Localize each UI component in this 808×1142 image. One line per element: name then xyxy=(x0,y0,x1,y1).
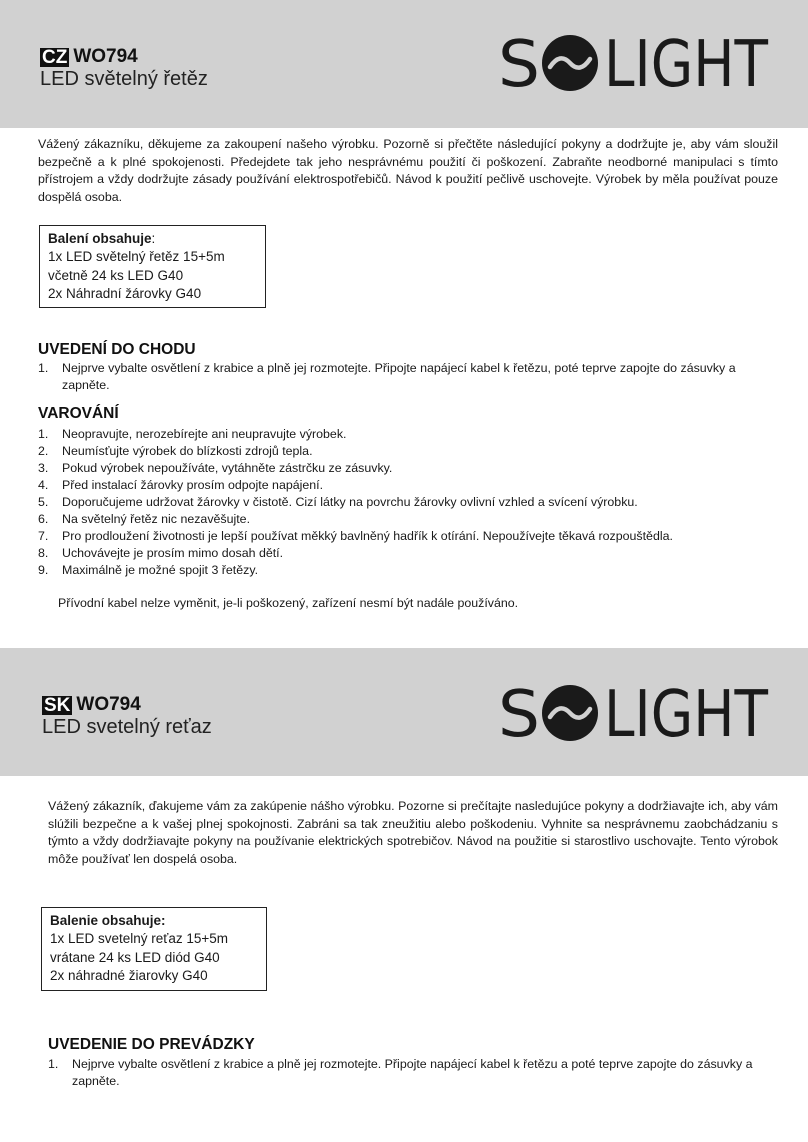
list-item: 9. Maximálně je možné spojit 3 řetězy. xyxy=(38,563,259,577)
list-item: 8. Uchovávejte je prosím mimo dosah dětí. xyxy=(38,546,284,560)
svg-text:LIGHT: LIGHT xyxy=(604,28,769,102)
setup-list-cz xyxy=(38,360,758,394)
svg-text:LIGHT: LIGHT xyxy=(604,678,769,752)
model-number-cz: WO794 xyxy=(73,46,138,67)
brand-logo-sk xyxy=(498,678,770,752)
intro-paragraph-cz: Vážený zákazníku, děkujeme za zakoupení našeho výrobku. Pozorně si přečtěte následující pokyny a dodržujte je, aby vám sloužil bezpečně a k plné spokojenosti. Předejdete tak jeho nesprávnému použití či poškození. Zabraňte neodborné manipulaci s tímto přístrojem a vždy dodržujte zásady používání elektrospotřebičů. Návod k použití pečlivě uschovejte. Výrobek by měla používat pouze dospělá osoba. xyxy=(38,137,778,204)
language-badge-sk: SK xyxy=(44,694,71,716)
warning-heading-cz: VAROVÁNÍ xyxy=(38,405,119,422)
package-contents-box-cz xyxy=(39,225,266,308)
product-title-sk: LED svetelný reťaz xyxy=(42,716,212,738)
intro-paragraph-sk: Vážený zákazník, ďakujeme vám za zakúpenie nášho výrobku. Pozorne si prečítajte nasledujúce pokyny a dodržiavajte ich, aby vám slúžili bezpečne a k vašej plnej spokojnosti. Zabráni sa tak zneužitiu alebo poškodeniu. Vyhnite sa nesprávnemu zaobchádzaniu s týmto a vždy dodržiavajte pokyny na používanie elektrických spotrebičov. Návod na použitie si starostlivo uschovajte. Tento výrobok môže používať len dospelá osoba. xyxy=(48,799,778,866)
brand-logo-cz xyxy=(498,28,770,102)
list-item: 4. Před instalací žárovky prosím odpojte napájení. xyxy=(38,478,324,492)
package-item-cz: včetně 24 ks LED G40 xyxy=(48,267,184,283)
language-badge-cz: CZ xyxy=(42,46,68,68)
setup-list-sk xyxy=(48,1056,768,1090)
list-item: 7. Pro prodloužení životnosti je lepší používat měkký bavlněný hadřík k otírání. Nepoužívejte těkavá rozpouštědla. xyxy=(38,529,673,543)
svg-text:S: S xyxy=(498,28,540,102)
package-item-sk: 2x náhradné žiarovky G40 xyxy=(50,968,208,983)
product-title-cz: LED světelný řetěz xyxy=(40,68,208,90)
package-item-sk: 1x LED svetelný reťaz 15+5m xyxy=(50,931,229,946)
package-item-sk: vrátane 24 ks LED diód G40 xyxy=(50,949,220,965)
list-item: 1. Nejprve vybalte osvětlení z krabice a plně jej rozmotejte. Připojte napájecí kabel k řetězu a poté teprve zapojte do zásuvky a zapněte. xyxy=(48,1057,753,1088)
package-contents-box-sk xyxy=(41,907,267,991)
model-number-sk: WO794 xyxy=(76,694,141,715)
list-item: 6. Na světelný řetěz nic nezavěšujte. xyxy=(38,512,251,526)
package-title-cz: Balení obsahuje: xyxy=(48,231,156,246)
setup-heading-cz: UVEDENÍ DO CHODU xyxy=(38,341,196,358)
package-title-sk: Balenie obsahuje: xyxy=(50,913,166,928)
setup-heading-sk: UVEDENIE DO PREVÁDZKY xyxy=(48,1036,255,1053)
svg-text:S: S xyxy=(498,678,540,752)
list-item: 3. Pokud výrobek nepoužíváte, vytáhněte zástrčku ze zásuvky. xyxy=(38,461,393,475)
package-item-cz: 1x LED světelný řetěz 15+5m xyxy=(48,249,225,264)
package-item-cz: 2x Náhradní žárovky G40 xyxy=(48,286,202,301)
list-item: 2. Neumísťujte výrobek do blízkosti zdrojů tepla. xyxy=(38,444,313,458)
list-item: 1. Neopravujte, nerozebírejte ani neupravujte výrobek. xyxy=(38,427,347,441)
warning-list-cz xyxy=(38,426,778,579)
list-item: 5. Doporučujeme udržovat žárovky v čistotě. Cizí látky na povrchu žárovky ovlivní vzhled a svícení výrobku. xyxy=(38,495,638,509)
list-item: 1. Nejprve vybalte osvětlení z krabice a plně jej rozmotejte. Připojte napájecí kabel k řetězu, poté teprve zapojte do zásuvky a zapněte. xyxy=(38,361,736,392)
product-code-cz xyxy=(40,46,138,68)
product-code-sk xyxy=(42,694,141,716)
cable-note-cz: Přívodní kabel nelze vyměnit, je-li poškozený, zařízení nesmí být nadále používáno. xyxy=(58,596,519,610)
